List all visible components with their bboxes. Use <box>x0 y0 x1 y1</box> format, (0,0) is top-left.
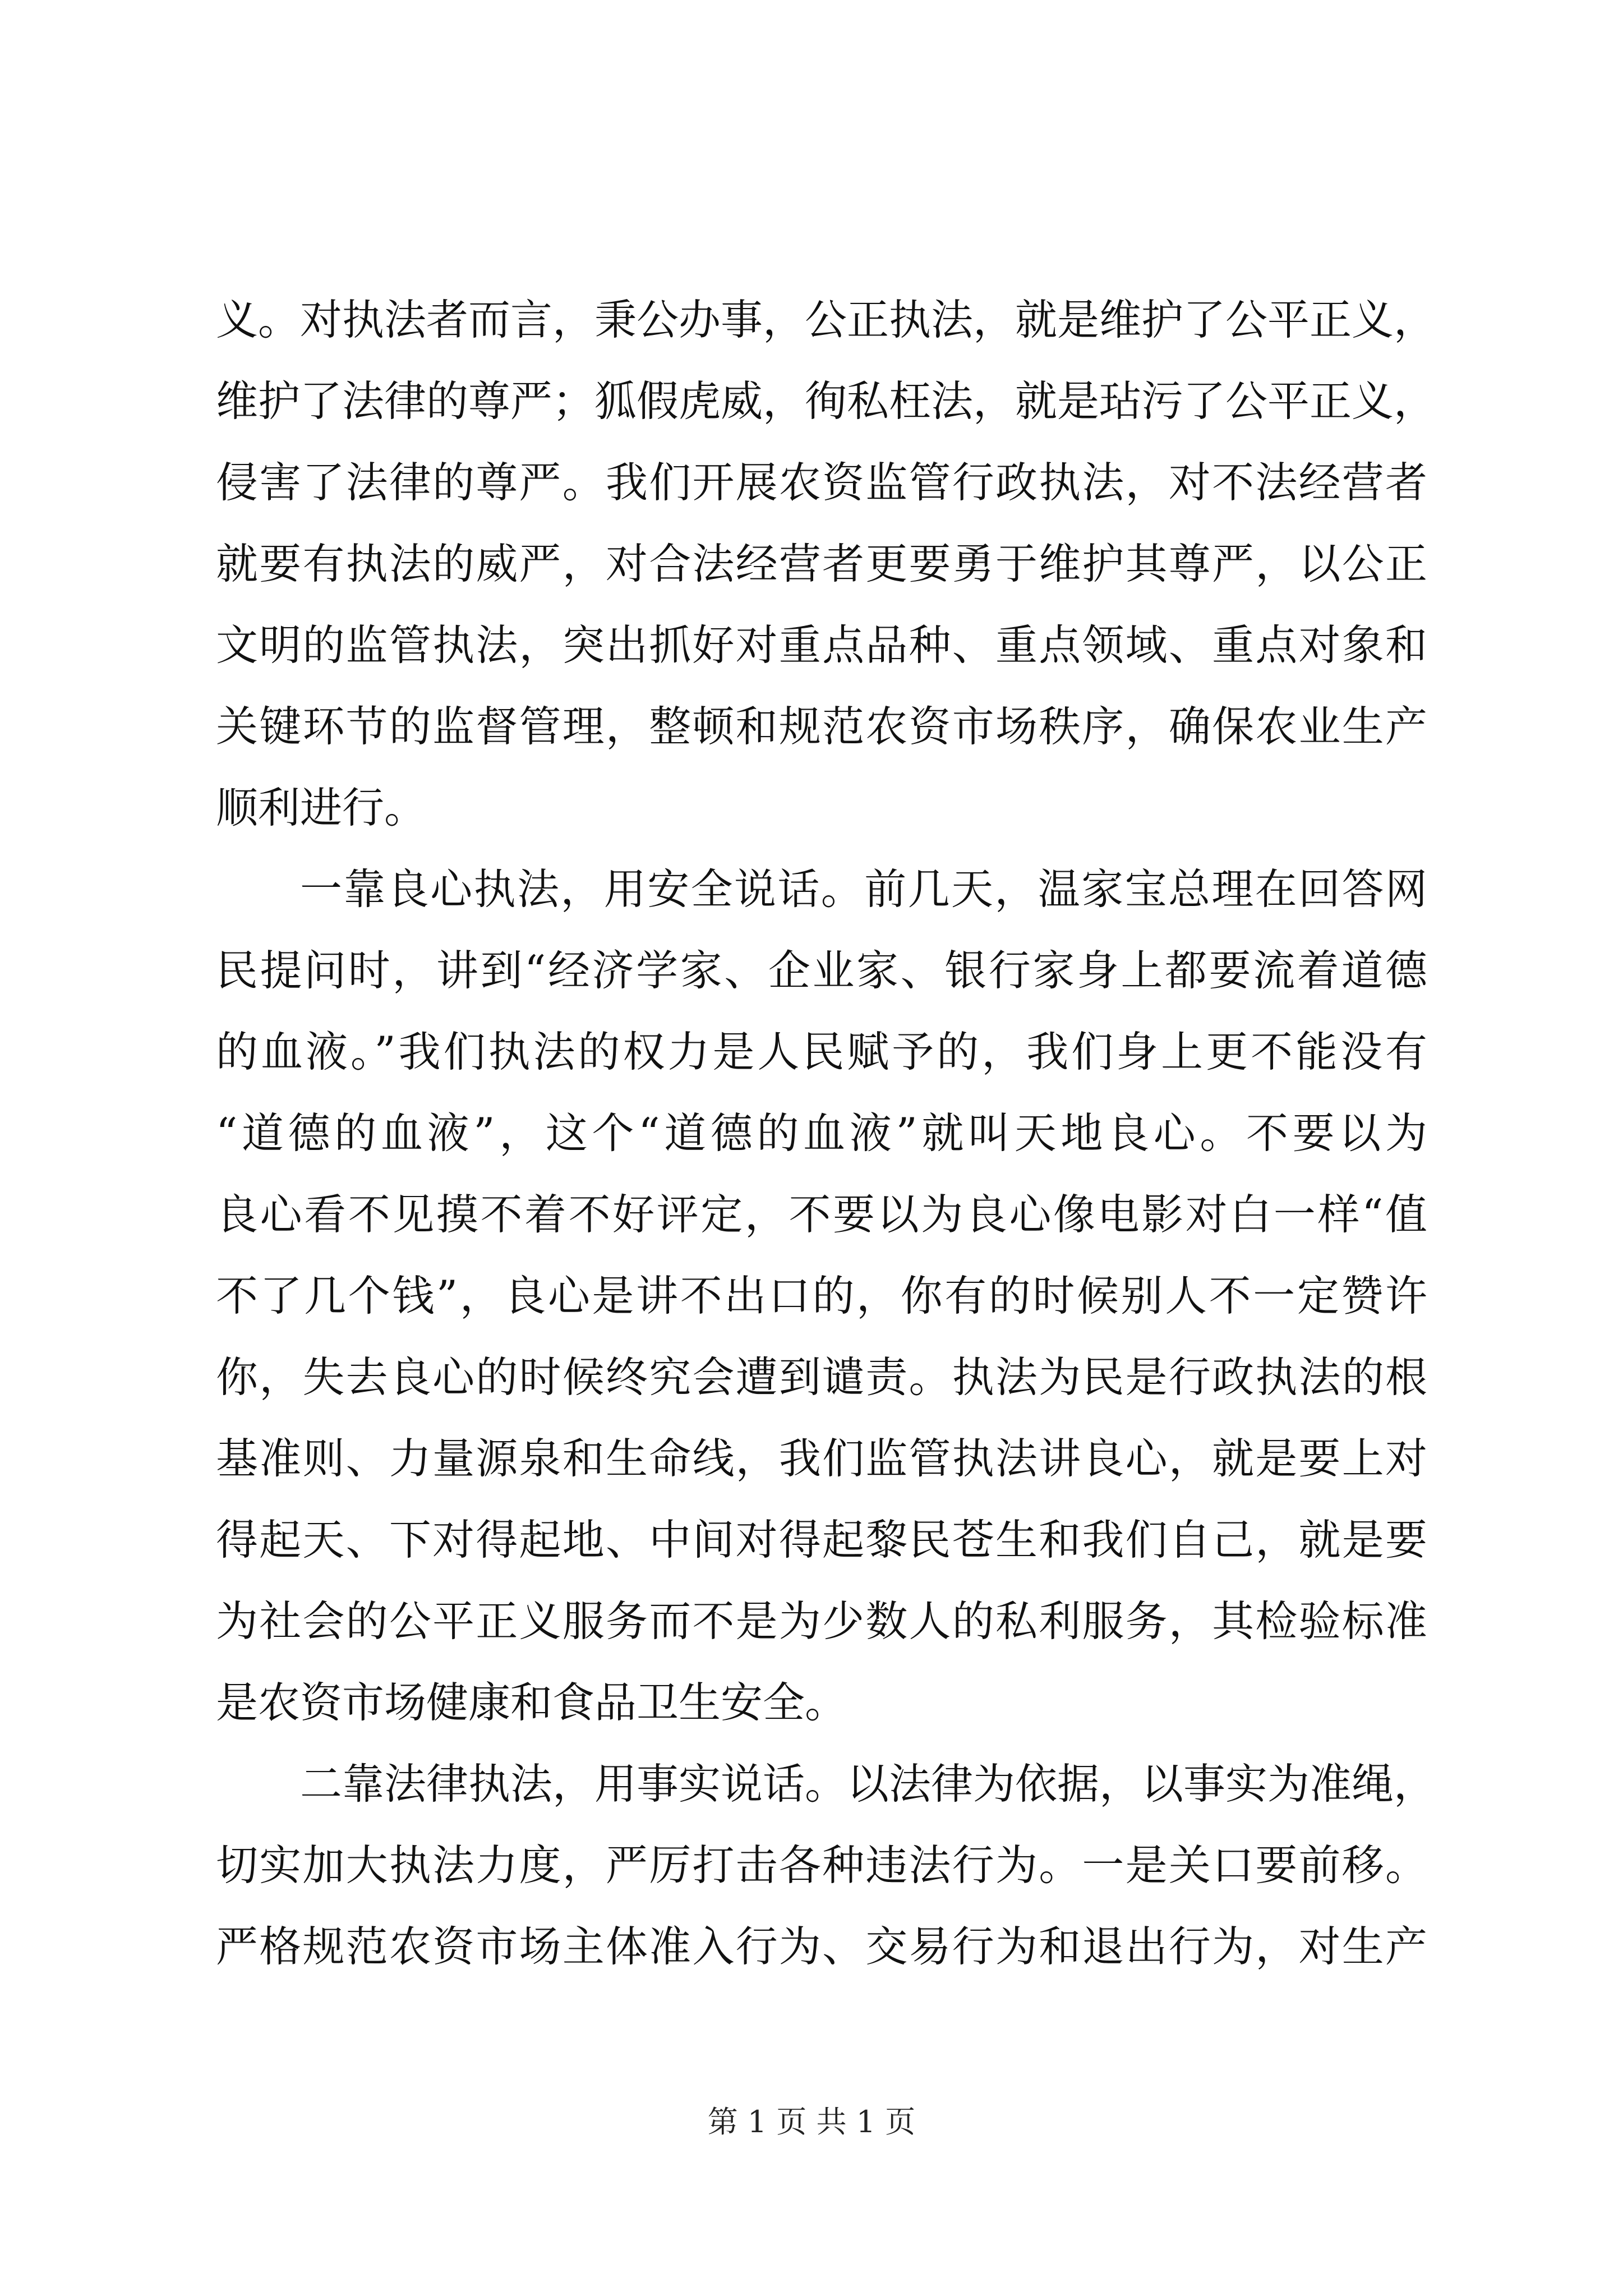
text-line: 严格规范农资市场主体准入行为、交易行为和退出行为，对生产 <box>216 1922 1427 1971</box>
text-line: 为社会的公平正义服务而不是为少数人的私利服务，其检验标准 <box>216 1596 1427 1646</box>
paragraph-first-line: 二靠法律执法，用事实说话。以法律为依据，以事实为准绳， <box>300 1759 1436 1809</box>
text-line: 义。对执法者而言，秉公办事，公正执法，就是维护了公平正义， <box>216 295 1436 344</box>
text-line: 顺利进行。 <box>216 783 427 832</box>
text-line: 是农资市场健康和食品卫生安全。 <box>216 1678 847 1727</box>
text-line: 得起天、下对得起地、中间对得起黎民苍生和我们自己，就是要 <box>216 1515 1427 1565</box>
text-line: 关键环节的监督管理，整顿和规范农资市场秩序，确保农业生产 <box>216 702 1427 751</box>
text-line: “道德的血液”，这个“道德的血液”就叫天地良心。不要以为 <box>216 1108 1427 1158</box>
paragraph-first-line: 一靠良心执法，用安全说话。前几天，温家宝总理在回答网 <box>300 864 1427 914</box>
page-number-footer: 第 1 页 共 1 页 <box>707 2104 916 2139</box>
text-line: 不了几个钱”，良心是讲不出口的，你有的时候别人不一定赞许 <box>216 1271 1427 1320</box>
text-line: 你，失去良心的时候终究会遭到谴责。执法为民是行政执法的根 <box>216 1352 1427 1402</box>
text-line: 民提问时，讲到“经济学家、企业家、银行家身上都要流着道德 <box>216 946 1427 995</box>
text-line: 基准则、力量源泉和生命线，我们监管执法讲良心，就是要上对 <box>216 1434 1427 1483</box>
text-line: 切实加大执法力度，严厉打击各种违法行为。一是关口要前移。 <box>216 1841 1427 1890</box>
text-line: 侵害了法律的尊严。我们开展农资监管行政执法，对不法经营者 <box>216 458 1427 507</box>
text-line: 文明的监管执法，突出抓好对重点品种、重点领域、重点对象和 <box>216 620 1427 670</box>
text-line: 维护了法律的尊严；狐假虎威，徇私枉法，就是玷污了公平正义， <box>216 376 1436 426</box>
text-line: 的血液。”我们执法的权力是人民赋予的，我们身上更不能没有 <box>216 1027 1427 1076</box>
text-line: 就要有执法的威严，对合法经营者更要勇于维护其尊严，以公正 <box>216 539 1427 588</box>
text-line: 良心看不见摸不着不好评定，不要以为良心像电影对白一样“值 <box>216 1190 1427 1239</box>
